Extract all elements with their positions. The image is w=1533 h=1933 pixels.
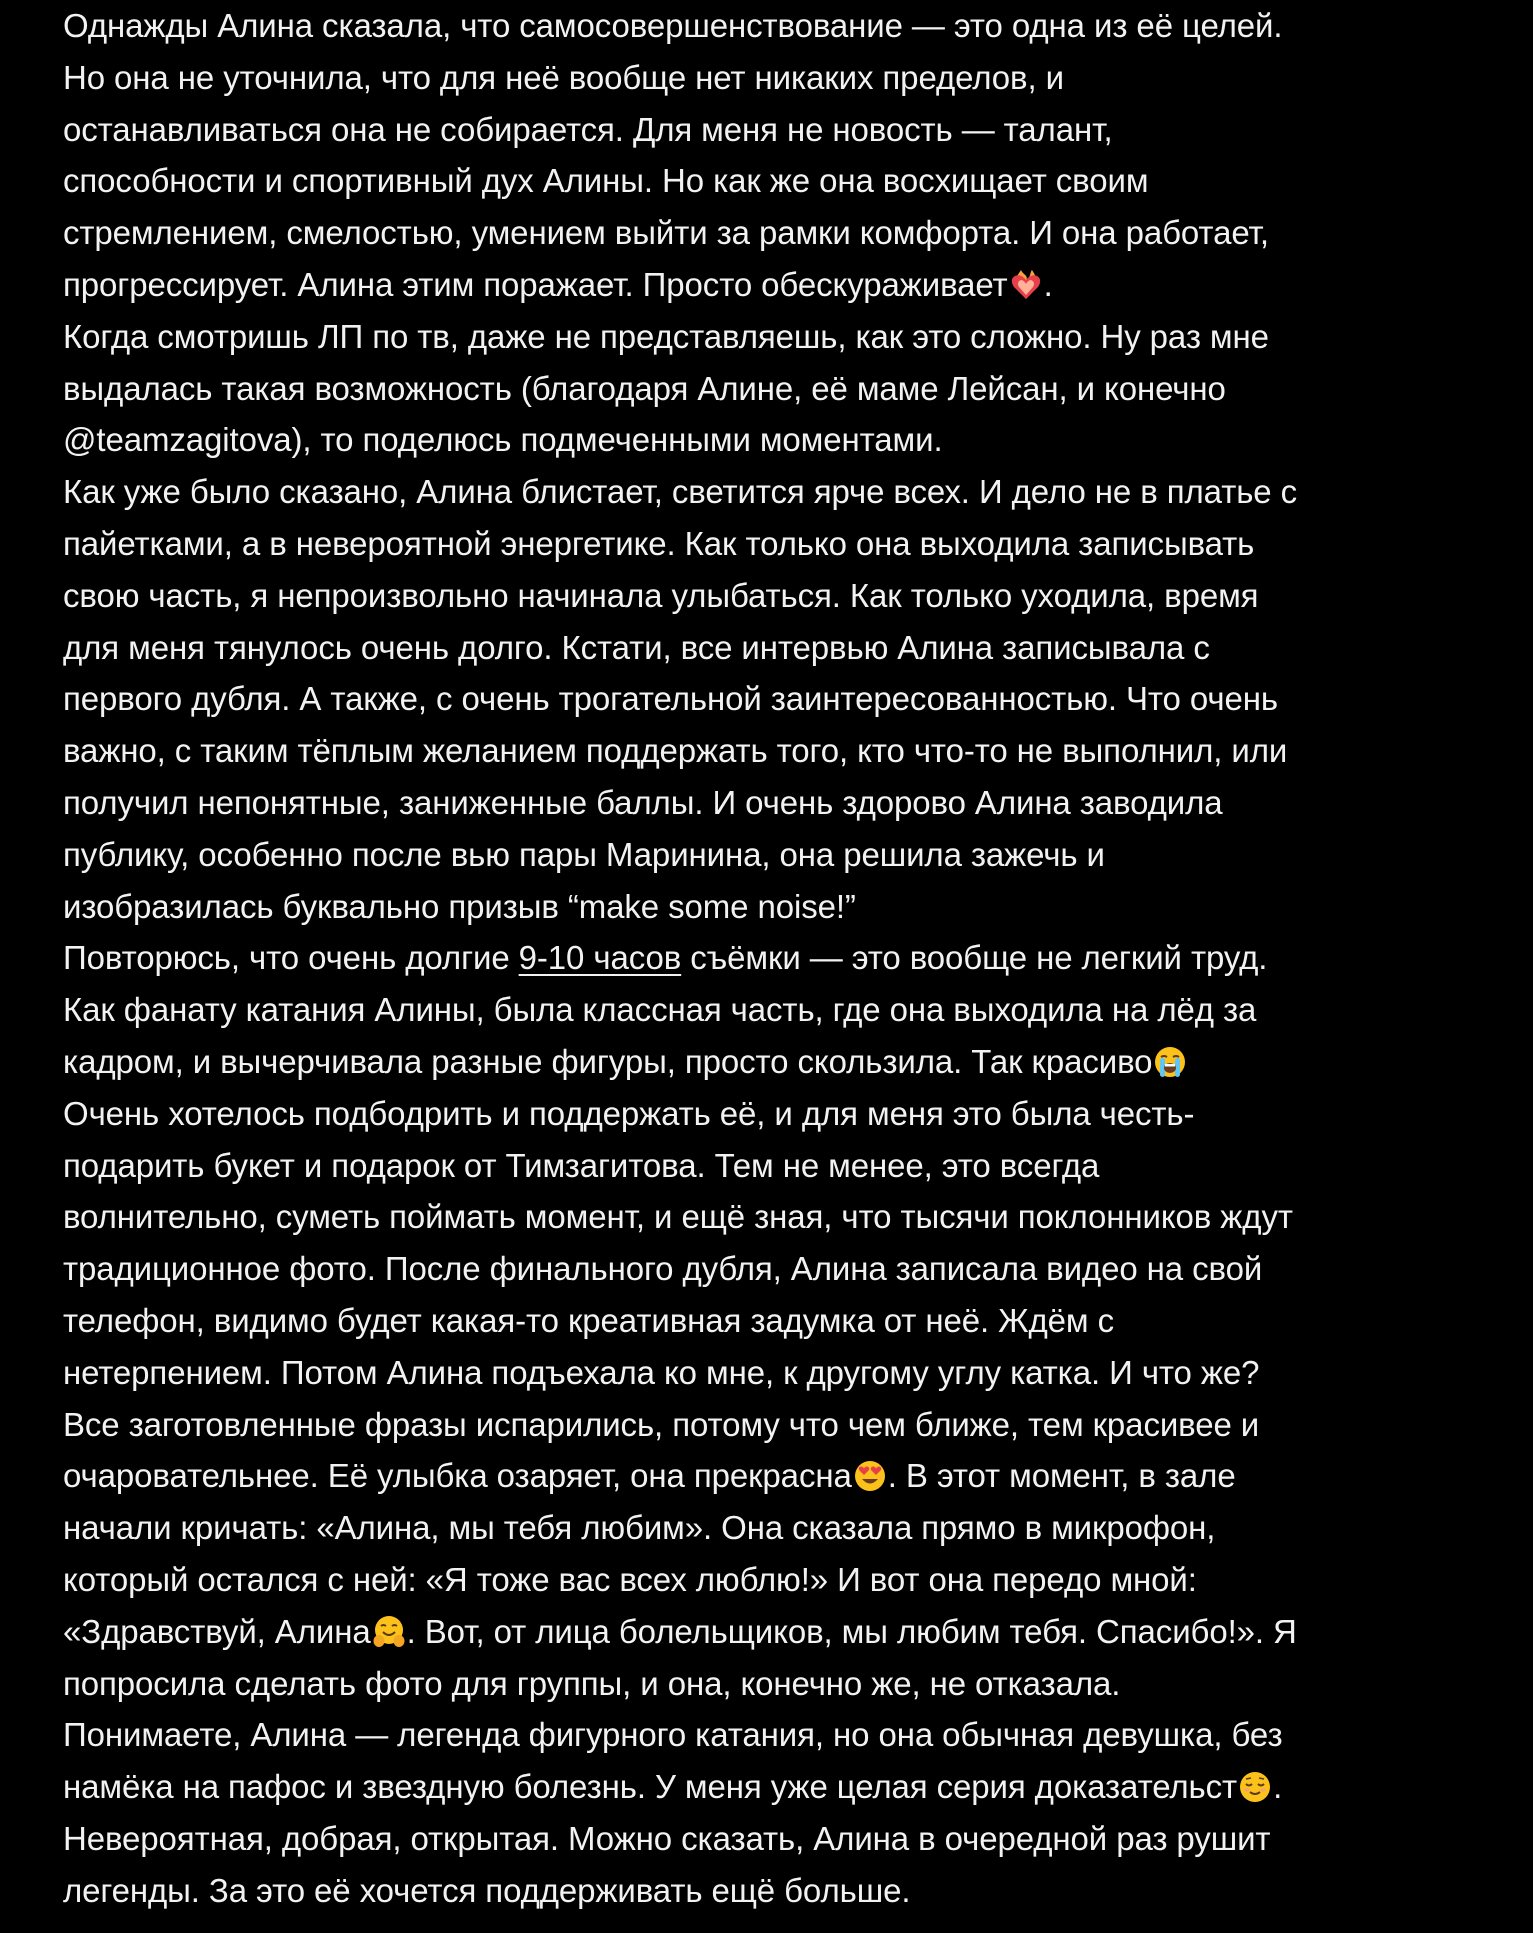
- note-line: @teamzagitova), то поделюсь подмеченными моментами.: [63, 421, 943, 459]
- note-line: легенды. За это её хочется поддерживать ещё больше.: [63, 1871, 911, 1909]
- note-line: получил непонятные, заниженные баллы. И очень здорово Алина заводила: [63, 783, 1223, 821]
- note-line: подарить букет и подарок от Тимзагитова. Тем не менее, это всегда: [63, 1146, 1100, 1184]
- note-line: начали кричать: «Алина, мы тебя любим». Она сказала прямо в микрофон,: [63, 1509, 1216, 1547]
- note-line: [63, 1036, 1503, 1088]
- note-line: Как уже было сказано, Алина блистает, светится ярче всех. И дело не в платье с: [63, 473, 1298, 511]
- note-line: телефон, видимо будет какая-то креативная задумка от неё. Ждём с: [63, 1301, 1114, 1339]
- note-line: [63, 1450, 1503, 1502]
- note-line: Очень хотелось подбодрить и поддержать её, и для меня это была честь-: [63, 1094, 1195, 1132]
- note-line: Однажды Алина сказала, что самосовершенствование — это одна из её целей.: [63, 7, 1283, 44]
- note-line: Когда смотришь ЛП по тв, даже не представляешь, как это сложно. Ну раз мне: [63, 317, 1269, 355]
- note-line: выдалась такая возможность (благодаря Алине, её маме Лейсан, и конечно: [63, 369, 1226, 407]
- note-line-text: очаровательнее. Её улыбка озаряет, она прекрасна: [63, 1457, 852, 1495]
- note-line-text: съёмки — это вообще не легкий труд.: [681, 939, 1268, 977]
- note-line: попросила сделать фото для группы, и она, конечно же, не отказала.: [63, 1664, 1121, 1702]
- note-line: [63, 259, 1503, 311]
- note-text-body[interactable]: [63, 0, 1503, 1916]
- note-line-text: Повторюсь, что очень долгие: [63, 939, 519, 977]
- note-line: для меня тянулось очень долго. Кстати, все интервью Алина записывала с: [63, 628, 1210, 666]
- note-line-text: .: [1273, 1768, 1283, 1806]
- note-line: способности и спортивный дух Алины. Но как же она восхищает своим: [63, 162, 1149, 200]
- note-line: [63, 1606, 1503, 1658]
- heart-on-fire-emoji: [1009, 268, 1043, 302]
- note-line: первого дубля. А также, с очень трогательной заинтересованностью. Что очень: [63, 680, 1278, 718]
- relieved-face-emoji: [1238, 1770, 1272, 1804]
- note-line: пайетками, а в невероятной энергетике. Как только она выходила записывать: [63, 524, 1255, 562]
- note-line-text: намёка на пафос и звездную болезнь. У меня уже целая серия доказательст: [63, 1768, 1238, 1806]
- note-line-text: . В этот момент, в зале: [887, 1457, 1236, 1495]
- note-line: нетерпением. Потом Алина подъехала ко мне, к другому углу катка. И что же?: [63, 1353, 1260, 1391]
- note-line: важно, с таким тёплым желанием поддержать того, кто что-то не выполнил, или: [63, 732, 1288, 770]
- note-line: который остался с ней: «Я тоже вас всех люблю!» И вот она передо мной:: [63, 1560, 1197, 1598]
- note-line: свою часть, я непроизвольно начинала улыбаться. Как только уходила, время: [63, 576, 1259, 614]
- note-line: Невероятная, добрая, открытая. Можно сказать, Алина в очередной раз рушит: [63, 1819, 1271, 1857]
- note-line-text: прогрессирует. Алина этим поражает. Просто обескураживает: [63, 265, 1008, 303]
- note-line: Все заготовленные фразы испарились, потому что чем ближе, тем красивее и: [63, 1405, 1260, 1443]
- loudly-crying-face-emoji: [1153, 1045, 1187, 1079]
- note-line: волнительно, суметь поймать момент, и ещё зная, что тысячи поклонников ждут: [63, 1198, 1293, 1236]
- note-line: останавливаться она не собирается. Для меня не новость — талант,: [63, 110, 1113, 148]
- hugging-face-emoji: [372, 1615, 406, 1649]
- note-line: [63, 932, 1503, 984]
- note-line: изобразилась буквально призыв “make some noise!”: [63, 887, 856, 925]
- detected-time-link[interactable]: 9-10 часов: [518, 939, 682, 977]
- note-line-text: кадром, и вычерчивала разные фигуры, просто скользила. Так красиво: [63, 1042, 1153, 1080]
- note-line-text: .: [1043, 265, 1053, 303]
- note-line: Но она не уточнила, что для неё вообще нет никаких пределов, и: [63, 58, 1064, 96]
- note-line: традиционное фото. После финального дубля, Алина записала видео на свой: [63, 1250, 1263, 1288]
- note-line: публику, особенно после вью пары Маринина, она решила зажечь и: [63, 835, 1105, 873]
- note-line-text: «Здравствуй, Алина: [63, 1612, 371, 1650]
- note-line-text: . Вот, от лица болельщиков, мы любим тебя. Спасибо!». Я: [406, 1612, 1297, 1650]
- note-line: Как фанату катания Алины, была классная часть, где она выходила на лёд за: [63, 991, 1257, 1029]
- heart-eyes-emoji: [853, 1459, 887, 1493]
- note-line: стремлением, смелостью, умением выйти за рамки комфорта. И она работает,: [63, 214, 1269, 252]
- note-line: Понимаете, Алина — легенда фигурного катания, но она обычная девушка, без: [63, 1716, 1283, 1754]
- note-line: [63, 1761, 1503, 1813]
